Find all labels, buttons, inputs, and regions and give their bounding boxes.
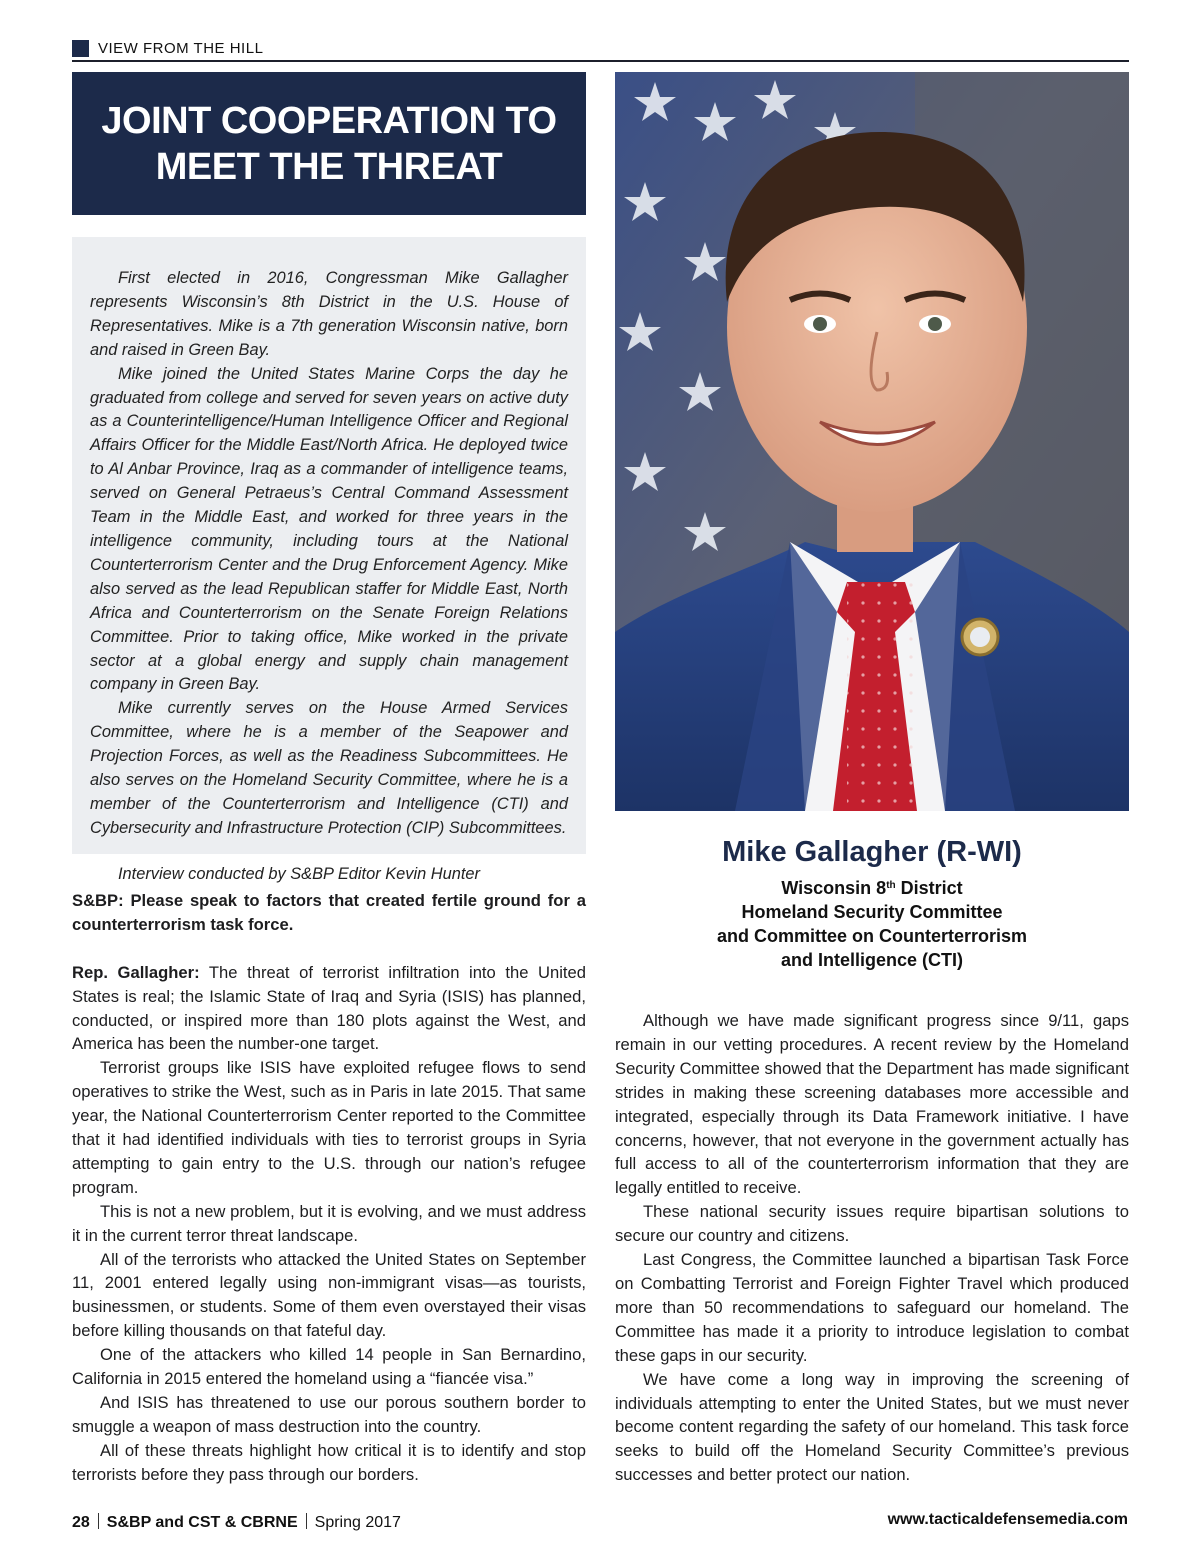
caption-committee: Homeland Security Committee: [741, 902, 1003, 922]
section-label: VIEW FROM THE HILL: [98, 40, 264, 57]
article-paragraph: Terrorist groups like ISIS have exploited refugee flows to send operatives to strike the West, such as in Paris in late 2015. That same year, the National Counterterrorism Center reported to the Committee that it had identified individuals with ties to terrorist groups in Syria attempting to gain entry to the U.S. through our nation’s refugee program.: [72, 1058, 586, 1197]
article-column-right: [615, 1009, 1129, 1487]
interview-credit: Interview conducted by S&BP Editor Kevin Hunter: [118, 864, 480, 883]
interview-question: S&BP: Please speak to factors that created fertile ground for a counterterrorism task force.: [72, 891, 586, 934]
article-paragraph: And ISIS has threatened to use our porous southern border to smuggle a weapon of mass destruction into the country.: [72, 1393, 586, 1436]
caption-district: Wisconsin 8th District: [781, 878, 963, 898]
publication-name: S&BP and CST & CBRNE: [106, 1514, 298, 1531]
bio-paragraph: Mike joined the United States Marine Corps the day he graduated from college and served for seven years on active duty as a Counterintelligence/Human Intelligence Officer and Regional Affairs Officer for the Middle East/North Africa. He deployed twice to Al Anbar Province, Iraq as a commander of intelligence teams, served on General Petraeus’s Central Command Assessment Team in the Middle East, and worked for three years in the intelligence community, including tours at the National Counterterrorism Center and the Drug Enforcement Agency. Mike also served as the lead Republican staffer for Middle East, North Africa and Counterterrorism on the Senate Foreign Relations Committee. Prior to taking office, Mike worked in the private sector at a global energy and supply chain management company in Green Bay.: [90, 364, 568, 694]
article-column-left: [72, 889, 586, 1487]
portrait-image: [615, 72, 1129, 811]
article-title: [101, 98, 556, 190]
interview-answer-first: Rep. Gallagher: The threat of terrorist infiltration into the United States is real; the Islamic State of Iraq and Syria (ISIS) has planned, conducted, or inspired more than 180 plots against the West, and America has been the number-one target.: [72, 962, 586, 1054]
article-paragraph: Although we have made significant progress since 9/11, gaps remain in our vetting procedures. A recent review by the Homeland Security Committee showed that the Department has made significant strides in making these screening databases more accessible and integrated, especially through its Data Framework initiative. I have concerns, however, that not everyone in the government actually has full access to all of the counterterrorism information that they are legally entitled to receive.: [615, 1011, 1129, 1198]
section-square-icon: [72, 40, 89, 57]
article-paragraph: This is not a new problem, but it is evolving, and we must address it in the current terror threat landscape.: [72, 1201, 586, 1245]
portrait-photo: [615, 72, 1129, 811]
title-line-2: MEET THE THREAT: [155, 145, 503, 188]
article-paragraph: We have come a long way in improving the screening of individuals attempting to enter the United States, but we must never become content regarding the safety of our homeland. This task force seeks to build off the Homeland Security Committee’s previous successes and better protect our nation.: [615, 1369, 1129, 1485]
bio-sidebar: [72, 237, 586, 883]
caption-committee-3: and Intelligence (CTI): [780, 950, 963, 970]
article-paragraph: One of the attackers who killed 14 people in San Bernardino, California in 2015 entered the homeland using a “fiancée visa.”: [72, 1345, 586, 1389]
caption-name: Mike Gallagher (R-WI): [722, 836, 1022, 868]
page-number: 28: [72, 1514, 90, 1531]
speaker-label: Rep. Gallagher:: [72, 962, 200, 982]
caption-committee-2: and Committee on Counterterrorism: [716, 926, 1028, 946]
article-paragraph: These national security issues require bipartisan solutions to secure our country and citizens.: [615, 1202, 1129, 1246]
section-header: [72, 38, 1129, 62]
article-title-box: [72, 72, 586, 215]
bio-paragraph: First elected in 2016, Congressman Mike Gallagher represents Wisconsin’s 8th District in the U.S. House of Representatives. Mike is a 7th generation Wisconsin native, born and raised in Green Bay.: [90, 269, 568, 359]
article-paragraph: Last Congress, the Committee launched a bipartisan Task Force on Combatting Terrorist and Foreign Fighter Travel which produced more than 50 recommendations to safeguard our homeland. The Committee has made it a priority to introduce legislation to combat these gaps in our security.: [615, 1250, 1129, 1365]
footer-publication-info: [72, 1513, 401, 1532]
article-paragraph: All of the terrorists who attacked the United States on September 11, 2001 entered legally using non-immigrant visas—as tourists, businessmen, or students. Some of them even overstayed their visas before killing thousands on that fateful day.: [72, 1249, 586, 1341]
title-line-1: JOINT COOPERATION TO: [101, 99, 557, 142]
issue-date: Spring 2017: [314, 1514, 401, 1531]
caption-details: [615, 876, 1129, 972]
website-link[interactable]: www.tacticaldefensemedia.com: [887, 1511, 1128, 1528]
bio-paragraph: Mike currently serves on the House Armed Services Committee, where he is a member of the Seapower and Projection Forces, as well as the Readiness Subcommittees. He also serves on the Homeland Security Committee, where he is a member of the Counterterrorism and Intelligence (CTI) and Cybersecurity and Infrastructure Protection (CIP) Subcommittees.: [90, 699, 568, 837]
article-paragraph: All of these threats highlight how critical it is to identify and stop terrorists before they pass through our borders.: [72, 1440, 586, 1484]
